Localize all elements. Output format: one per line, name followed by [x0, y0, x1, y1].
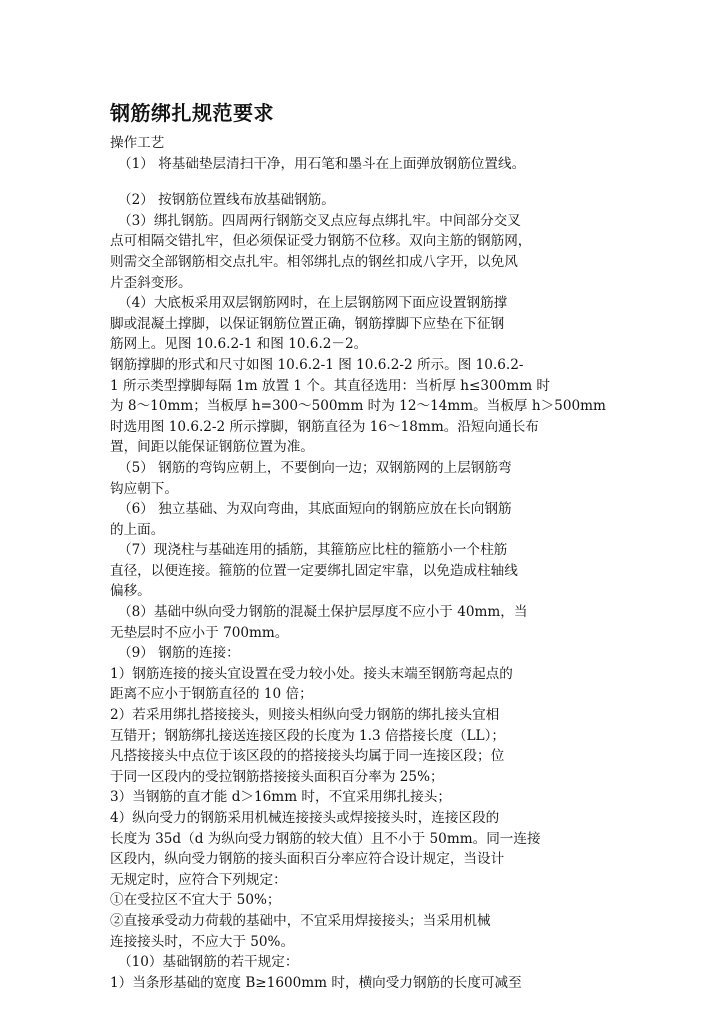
text-line: 于同一区段内的受拉钢筋搭接接头面积百分率为 25%； — [110, 768, 444, 785]
text-line: 1 所示类型撑脚每隔 1m 放置 1 个。其直径选用：当析厚 h≤300mm 时 — [110, 377, 551, 394]
text-line: 为 8～10mm；当板厚 h=300～500mm 时为 12～14mm。当板厚 h＞500mm — [110, 398, 606, 415]
text-line: ②直接承受动力荷载的基础中，不宜采用焊接接头；当采用机械 — [110, 912, 491, 929]
text-line: 互错开；钢筋绑扎接送连接区段的长度为 1.3 倍搭接长度（LL）； — [110, 727, 505, 744]
text-line: 的上面。 — [110, 521, 165, 538]
text-line: 1）当条形基础的宽度 B≥1600mm 时，横向受力钢筋的长度可减至 — [110, 974, 522, 991]
text-line: 4）纵向受力的钢筋采用机械连接接头或焊接接头时，连接区段的 — [110, 810, 500, 826]
text-line: 操作工艺 — [110, 135, 165, 151]
text-line: 区段内，纵向受力钢筋的接头面积百分率应符合设计规定，当设计 — [110, 851, 505, 868]
text-line: 2）若采用绑扎搭接接头，则接头相纵向受力钢筋的绑扎接头宜相 — [110, 707, 500, 724]
text-line: 筋网上。见图 10.6.2-1 和图 10.6.2－2。 — [110, 336, 368, 353]
text-line: （4）大底板采用双层钢筋网时，在上层钢筋网下面应设置钢筋撑 — [118, 295, 508, 312]
text-line: 无垫层时不应小于 700mm。 — [110, 624, 289, 641]
text-line: 脚或混凝土撑脚，以保证钢筋位置正确，钢筋撑脚下应垫在下征钢 — [110, 315, 505, 332]
text-line: （5） 钢筋的弯钩应朝上，不要倒向一边；双钢筋网的上层钢筋弯 — [118, 459, 512, 476]
text-line: （6） 独立基础、为双向弯曲，其底面短向的钢筋应放在长向钢筋 — [118, 501, 512, 518]
text-line: 时选用图 10.6.2-2 所示撑脚，钢筋直径为 16～18mm。沿短向通长布 — [110, 418, 539, 435]
document-page — [110, 100, 616, 993]
text-line: 片歪斜变形。 — [110, 274, 192, 291]
text-line: 无规定时，应符合下列规定： — [110, 871, 287, 888]
text-line: 则需交全部钢筋相交点扎牢。相邻绑扎点的钢丝扣成八字开，以免风 — [110, 253, 518, 270]
text-line: 钩应朝下。 — [110, 480, 178, 497]
text-line: 距离不应小于钢筋直径的 10 倍； — [110, 686, 313, 703]
document-body — [110, 133, 616, 993]
text-line: 长度为 35d（d 为纵向受力钢筋的较大值）且不小于 50mm。同一连接 — [110, 830, 541, 847]
text-line: 直径，以便连接。箍筋的位置一定要绑扎固定牢靠，以免造成柱轴线 — [110, 562, 518, 579]
text-line: （1） 将基础垫层清扫干净，用石笔和墨斗在上面弹放钢筋位置线。 — [118, 155, 526, 172]
text-line: （10）基础钢筋的若干规定： — [118, 954, 299, 971]
text-line: （8）基础中纵向受力钢筋的混凝土保护层厚度不应小于 40mm，当 — [118, 604, 528, 621]
text-line: 钢筋撑脚的形式和尺寸如图 10.6.2-1 图 10.6.2-2 所示。图 10.6.2- — [110, 356, 524, 373]
text-line: 偏移。 — [110, 583, 151, 600]
text-line: （7）现浇柱与基础连用的插筋，其箍筋应比柱的箍筋小一个柱筋 — [118, 542, 508, 559]
text-line: 置，间距以能保证钢筋位置为准。 — [110, 439, 314, 456]
text-line: 连接接头时，不应大于 50%。 — [110, 933, 295, 950]
text-line: 3）当钢筋的直才能 d＞16mm 时，不宜采用绑扎接头； — [110, 789, 451, 806]
text-line: 凡搭接接头中点位于该区段的的搭接接头均属于同一连接区段；位 — [110, 748, 505, 765]
text-line: （3）绑扎钢筋。四周两行钢筋交叉点应每点绑扎牢。中间部分交叉 — [118, 212, 521, 229]
text-line: 1）钢筋连接的接头宜设置在受力较小处。接头末端至钢筋弯起点的 — [110, 665, 513, 682]
blank-line — [110, 174, 616, 190]
text-line: （9） 钢筋的连接： — [118, 645, 240, 662]
text-line: ①在受拉区不宜大于 50%； — [110, 892, 281, 909]
page-title: 钢筋绑扎规范要求 — [110, 101, 274, 125]
text-line: 点可相隔交错扎牢，但必须保证受力钢筋不位移。双向主筋的钢筋网， — [110, 233, 532, 250]
text-line: （2） 按钢筋位置线布放基础钢筋。 — [118, 192, 335, 209]
